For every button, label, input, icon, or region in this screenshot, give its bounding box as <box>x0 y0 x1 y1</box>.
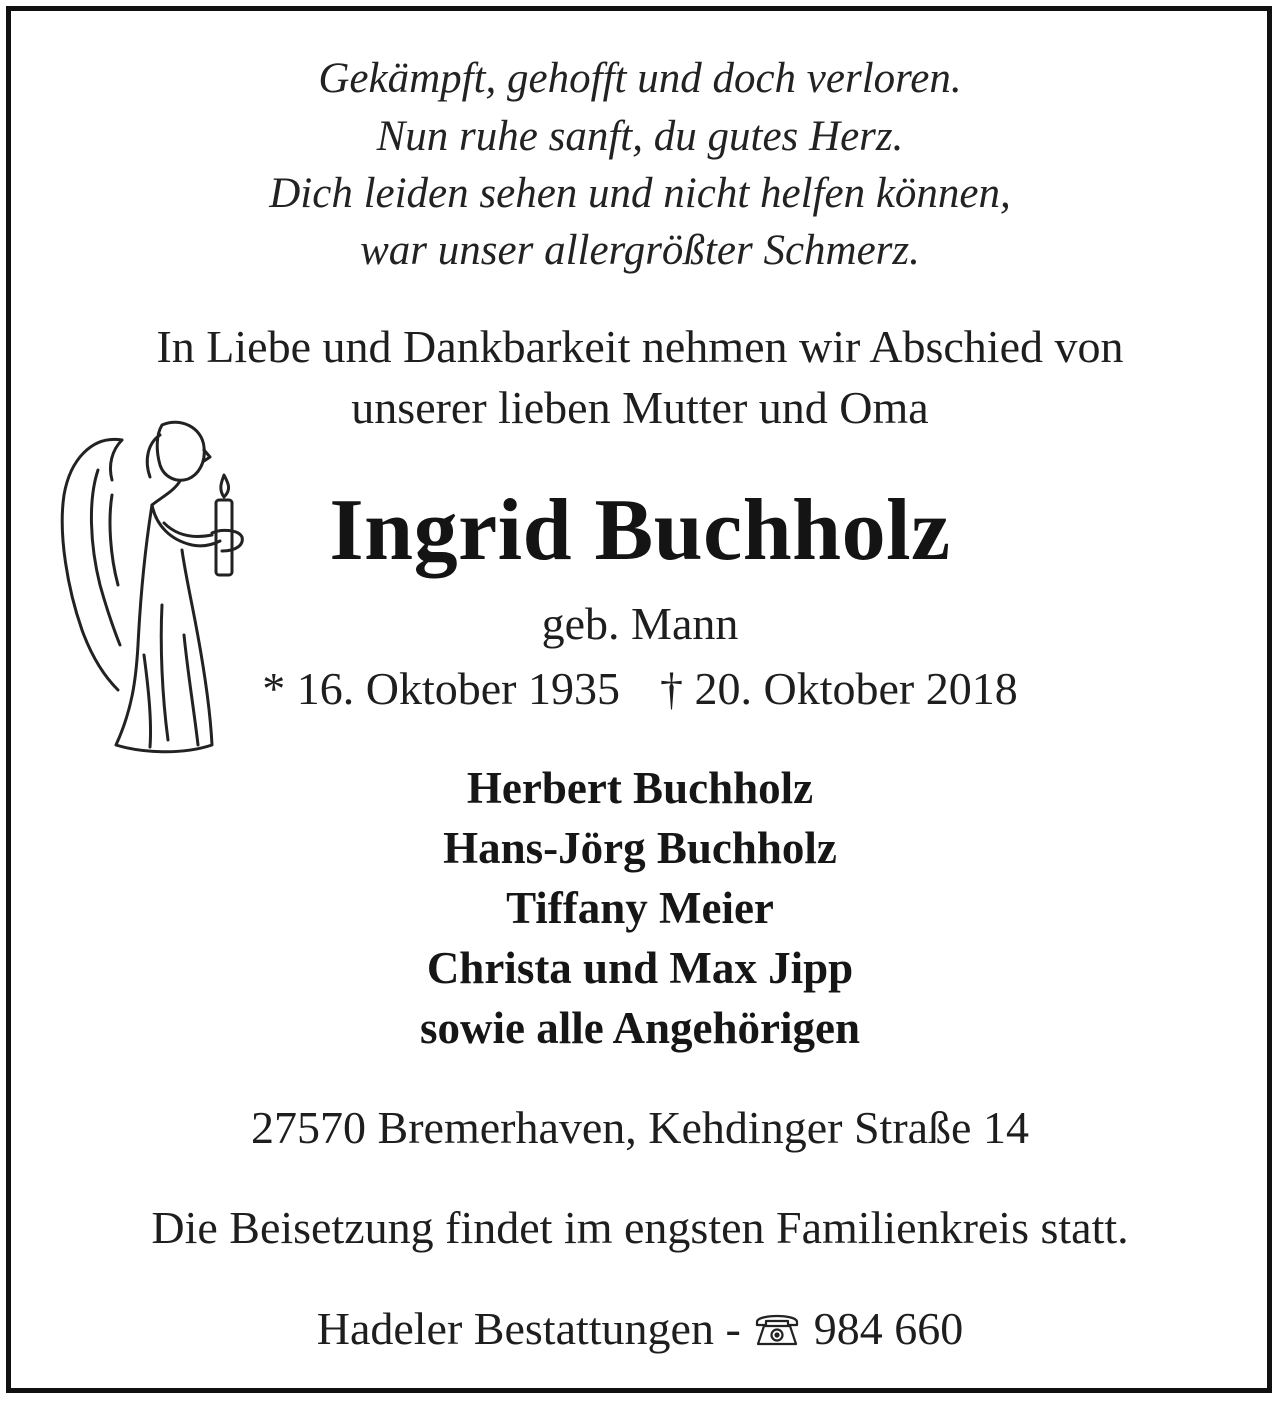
address: 27570 Bremerhaven, Kehdinger Straße 14 <box>251 1102 1029 1153</box>
death-date: † 20. Oktober 2018 <box>660 663 1018 714</box>
telephone-icon <box>752 1308 802 1348</box>
mourner-4: Christa und Max Jipp <box>426 943 854 993</box>
poem-line-3: Dich leiden sehen und nicht helfen können, <box>269 170 1011 217</box>
life-dates <box>0 663 1280 714</box>
mourner-2: Hans-Jörg Buchholz <box>443 823 837 873</box>
mourner-3: Tiffany Meier <box>506 883 774 933</box>
undertaker-name: Hadeler Bestattungen - <box>316 1303 741 1354</box>
poem-line-2: Nun ruhe sanft, du gutes Herz. <box>376 113 904 160</box>
mourner-1: Herbert Buchholz <box>466 763 814 813</box>
undertaker-line <box>0 1303 1280 1354</box>
intro-line-1: In Liebe und Dankbarkeit nehmen wir Abschied von <box>156 321 1124 372</box>
poem-line-1: Gekämpft, gehofft und doch verloren. <box>318 55 962 102</box>
phone-number: 984 660 <box>813 1303 964 1354</box>
intro-line-2: unserer lieben Mutter und Oma <box>351 382 929 433</box>
mourner-5: sowie alle Angehörigen <box>420 1003 860 1053</box>
maiden-name: geb. Mann <box>541 598 739 649</box>
birth-date: * 16. Oktober 1935 <box>262 663 620 714</box>
angel-with-candle-icon <box>52 405 252 770</box>
deceased-name: Ingrid Buchholz <box>329 482 951 579</box>
funeral-note: Die Beisetzung findet im engsten Familienkreis statt. <box>151 1202 1129 1253</box>
poem-line-4: war unser allergrößter Schmerz. <box>360 227 920 274</box>
